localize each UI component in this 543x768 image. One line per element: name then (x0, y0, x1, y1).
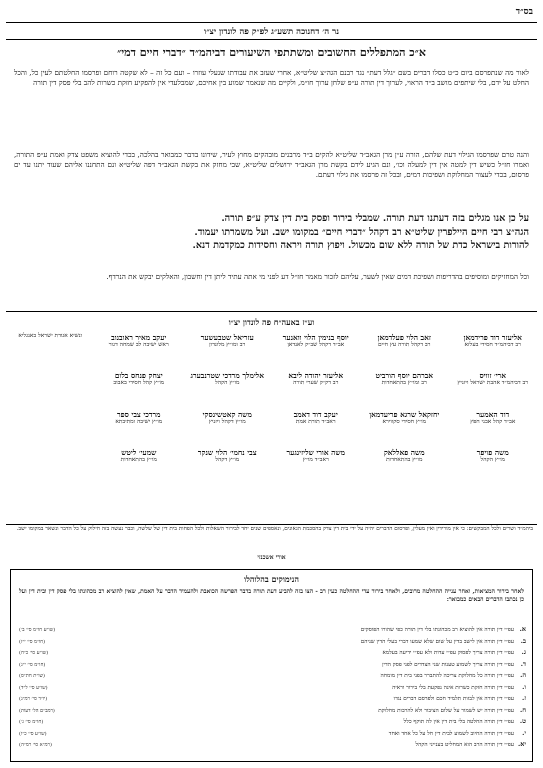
signatory (6, 409, 95, 447)
reason-source: (שו״ת חת״ס) (19, 673, 46, 679)
reason-letter: ו. (522, 682, 526, 691)
reason-item (19, 659, 526, 671)
reason-item (19, 693, 526, 705)
signatory-role: מו״ץ ישיבה ומתיבתא (115, 418, 163, 425)
reason-item (19, 728, 526, 740)
reason-letter: ג. (521, 648, 526, 656)
signatory-role: ראש ישיבה לב שמחה דגור (108, 342, 169, 348)
reason-letter: ד. (520, 659, 526, 668)
signatory-role: אב״ד דקהל שב״ק לאנדאן (287, 342, 345, 348)
notice-text: ביהמ״ד ושרים ולכל המבקשים: כי אין מורידין ואין מעלין, ופרסום הדברים יהיה על ידי בית דין צדק בהסכמת הגאונים, ונאספים שנים יחד לבירור השאלות ולכל הפחות בית דין של שלשה, וכבר נעשה בזה חילוק על כל הדבר ונשאר במקומו ישב. (16, 526, 533, 532)
signatory (360, 332, 449, 370)
signatory (272, 447, 361, 485)
signatory (95, 332, 184, 370)
signatory-role: מו״ץ קהל חסידי באבוב (113, 380, 165, 387)
declaration-line: להורות בישראל כדת של תורה ללא שום מכשול. ויפוץ תורה ויראה וחסידות כמקדמת דנא. (192, 240, 529, 251)
signatory-role: אב״ד קהל אבני חפץ (470, 418, 516, 425)
reason-item (19, 705, 526, 717)
signatory (360, 409, 449, 447)
signatory-role: רב ומו״ץ בהתאחדות (381, 380, 427, 387)
signatory-name: משה פויפר (476, 448, 509, 458)
signatory-name: צבי נחמי׳ הלוי שנקר (197, 448, 257, 458)
signatory (449, 332, 538, 370)
reason-text: עפ״י דין תורה כל מחלוקת צריכה להתברר בפני בית דין מומחה (380, 673, 514, 679)
signatory-name: אברהם יוסף הורביט (375, 371, 434, 381)
signatory-role: ראב״ד מו״ץ (302, 457, 329, 464)
signatory-name: אליעזר דוד פרידמאן (463, 333, 522, 342)
reason-letter: ה. (520, 671, 526, 679)
notice-signature: אורי אשכנזי (257, 554, 286, 561)
reason-text: עפ״י דין תורה יש לשמור על שלום הציבור ולא להרבות מחלוקת (378, 707, 514, 714)
signatory-role: ראב״ד תורת אמת (295, 418, 336, 425)
signatory (272, 409, 361, 447)
signatory-name: אליעזר יהודה ליבא (288, 371, 344, 381)
signatory-name: משה קאטשינסקי (202, 409, 252, 419)
reason-letter: א. (519, 625, 526, 633)
paragraph-2: והנה טרם שפרסמו הגילוי דעת שלהם, הורה ע״ן מרן הגאב״ד שליט״א להקים ב״ד מרבנים מובהקים מחוץ לעיר, שידונו בדבר כמבואר בהלכה, בכדי להוציא משפט צדק ואמת ע״פ התורה, ואמרו חז״ל כשיש דין למטה אין דין למעלה וכו׳, ונם הגיע לידם בקשת מרן הגאב״ד ירושלים שליט״א, שבי מחזק את בקשת הגאב״ד דפה שליט״א ונם התחננו אליהם שעוד יתנו עד ים פרסום, בכדי לעצור המחלוקת ושפיכות דמים, ובכל זה פרסמו את גילוי דעתם. (14, 150, 529, 180)
reason-text: עפ״י דין תורה החלטה בלי בית דין אין לה תוקף כלל (403, 719, 514, 725)
reason-text: עפ״י דין תורה אין לבזות תלמיד חכם ולפרסם דברים נגדו (393, 696, 514, 702)
signatory-name: יצחק פנחס בלום (114, 371, 163, 381)
document-title: א״כ המתפללים החשובים ומשתתפי השיעורים דביהמ״ד ״דברי חיים דמי״ (117, 46, 426, 59)
paragraph-1: לאור מה שנתפרסם ביום כ״ט כסלו דברים בשם ״גלל דעת״ נגד רבנם הגה״צ שליט״א, אחרי שעזב את עבודתו שנעלי עוזרו – ועם כל זה – לא שקטה רוחם ופרסמו החלטתם לעין כל, והכל החלט על ידם, בלי שיתפים מושב ב״ד הראוי, לערוך דין תורה ע״פ שלחן ערוך חו״מ, ולקיים מה שנאמר שמוע בין אחיכם, שמבלעדי אין להפקיע חזקת כשרות להב בלי פסק דין תורה (14, 68, 529, 88)
reason-item (19, 716, 526, 728)
divider (6, 311, 537, 312)
signatory-name: יעקב מאיר ראובנוב (111, 333, 167, 342)
signatory-role: מו״ץ הקהל (215, 380, 240, 387)
signatory (183, 409, 272, 447)
signatory-role: ונשיא אגודת ישראל באנגליא (18, 333, 83, 339)
signatory-name: יעקב דוד דאמב (293, 409, 338, 419)
reason-text: עפ״י דין תורה אין לישב בדין על שום שלא שמעו דברי בעלי הדין שניהם (360, 638, 514, 645)
reason-letter: יא. (517, 740, 526, 748)
reason-item (19, 670, 526, 682)
signatory (449, 447, 538, 485)
reason-text: עפ״י דין תורה צריך לשמוע טענות שני הצדדים לפני פסק הדין (382, 661, 514, 668)
reason-item (19, 682, 526, 694)
reason-letter: ח. (519, 705, 526, 714)
declaration-line: הגה״צ רבי חיים היילפרין שליט״א רב דקהל ״דברי חיים״ במקומו ישב. ועל משמרתו יעמוד. (194, 226, 529, 238)
signatory (183, 332, 272, 370)
reason-item (19, 739, 526, 751)
reason-text: עפ״י דין תורה צריך לפסוק עפ״י עדות ולא עפ״י ידיעה בעלמא (382, 650, 514, 656)
reason-source: (שו״ע סי׳ כ״ו) (19, 730, 47, 737)
signatory (449, 370, 538, 408)
reason-item (19, 636, 526, 648)
divider (6, 524, 537, 525)
bsd-mark: בס״ד (515, 7, 533, 17)
signatory (95, 447, 184, 485)
signatory-name: מרדכי צבי ספר (117, 409, 161, 419)
signatory-role: רב דקהל תורה עץ חיים (377, 342, 431, 348)
signatory-name: זאב הלוי פעלדמאן (377, 333, 431, 342)
signatory-role: רב דק״ק שערי תורה (293, 380, 339, 387)
reason-source: (חו״מ סי׳ י״ג) (19, 661, 46, 668)
signatory-grid (6, 332, 537, 524)
signatory (360, 370, 449, 408)
reason-text: עפ״י דין תורה אין להוציא רב מכהונתו בלי דין תורה כפי שהורו הפוסקים (360, 627, 514, 633)
signatory-name: משה פאללאק (383, 448, 425, 458)
reasons-intro: לאחר בירור המציאות, ואחר ענייה ההחלטה מרובים, ולאחר בירור עדי ההחלטה כעין רב - הצו בזה להביע דעת תורה בדבר הפרשה הכואבת ולהעמיד הדבר על האמת, שאין להוציא רב מכהונתו בלי פסק דין ובית דין ועל כן נכתבו הדברים הבאים כמבואר: (19, 588, 524, 603)
signatory-role: מו״ץ בהתאחדות (120, 457, 157, 464)
signatory-role: רב ומו״ץ מלונדון (209, 342, 246, 348)
signatory-role: מו״ץ דקהל (215, 457, 240, 464)
signatory-name: יחזקאל שרגא פריעדמאן (369, 409, 440, 419)
signatory-role: מו״ץ חסידי סקווירא (382, 418, 427, 425)
signatory (272, 332, 361, 370)
signatory-name: אלימלך מרדכי שטרנבערג (190, 371, 264, 381)
reasons-list (19, 624, 526, 751)
signatory-name: שמעי׳ ליטש (121, 448, 157, 458)
signatory-role: מו״ץ בהתאחדות (386, 457, 423, 464)
reasons-title: הנימוקים בהלוהלו (244, 574, 299, 584)
reason-item (19, 624, 526, 636)
reason-source: (יו״ד סי׳ רמ״ג) (19, 696, 48, 702)
signatory (95, 409, 184, 447)
reason-text: עפ״י דין תורה החיוב לשמוע לבית דין חל על כל אחד ואחד (388, 730, 514, 737)
signatory-name: עזריאל שטבעשער (200, 333, 254, 342)
signature-heading: וע״ז באעה״ח פה לונדון יצ״ו (228, 317, 315, 327)
document-page (6, 4, 537, 764)
signatory-name: משה אורי שליזינגער (286, 448, 345, 458)
signatory-role: רב דביהמ״ד אהבת ישראל ויזניץ (457, 380, 529, 387)
reason-source: (חו״מ סי׳ ג׳) (19, 719, 44, 725)
signatory-role: מו״ץ הקהל (480, 457, 505, 464)
reason-text: עפ״י דין תורה הרב הוא המחליט בענייני הקהל (415, 742, 514, 748)
declaration-line: על כן אנו מגלים בזה דעתנו דעת תורה. שמבלי בירור ופסק בית דין צדק ע״פ תורה. (221, 213, 529, 224)
declaration (14, 212, 529, 253)
reason-text: עפ״י דין תורה חזקת כשרות אינה נפקעת בלי בירור וראיה (392, 684, 514, 691)
signatory-name: ארי׳ זוויס (479, 371, 507, 381)
signatory-role: מו״ץ דקהל ויזניץ (208, 418, 246, 425)
reason-source: (שו״ע סי׳ ל״ד) (19, 684, 48, 691)
signatory (360, 447, 449, 485)
signatory (6, 332, 95, 370)
signatory (6, 447, 95, 485)
signatory-role: רב דביהמ״ד חסידי בעלזא (464, 342, 521, 348)
reasons-box (10, 569, 533, 762)
closing-paragraph: וכל המחזיקים ומוסיפים בהדריפות ושפיכת דמים שאין לשער, עליהם לזכור מאמר חז״ל דע לפני מי אתה עתיד ליתן דין וחשבון, והאלקים יבקש את הנרדף. (106, 272, 529, 281)
reason-letter: ז. (521, 694, 526, 702)
reason-source: (רמ״א סי׳ רמ״ה) (19, 742, 52, 748)
signatory (6, 370, 95, 408)
reason-item (19, 647, 526, 659)
signatory (95, 370, 184, 408)
reason-letter: ב. (520, 636, 526, 645)
reason-source: (רמב״ם הל׳ דעות) (19, 707, 55, 714)
reason-source: (שו״ע חו״מ סי׳ ב׳) (19, 627, 56, 633)
signatory (449, 409, 538, 447)
signatory-name: יוסף בנימין הלוי וואנער (282, 333, 349, 342)
reason-letter: ט. (519, 717, 526, 725)
signatory (183, 447, 272, 485)
signatory (183, 370, 272, 408)
signatory (272, 370, 361, 408)
reason-source: (שו״ע סי׳ כ״ח) (19, 650, 49, 656)
date-header: נר ה׳ דחנוכה תשע״ג לפ״ק פה לונדון יצ״ו (6, 22, 537, 40)
signatory-name: דוד האמער (476, 409, 510, 419)
reason-letter: י. (522, 728, 526, 737)
reason-source: (חו״מ סי׳ י״ז) (19, 638, 46, 645)
